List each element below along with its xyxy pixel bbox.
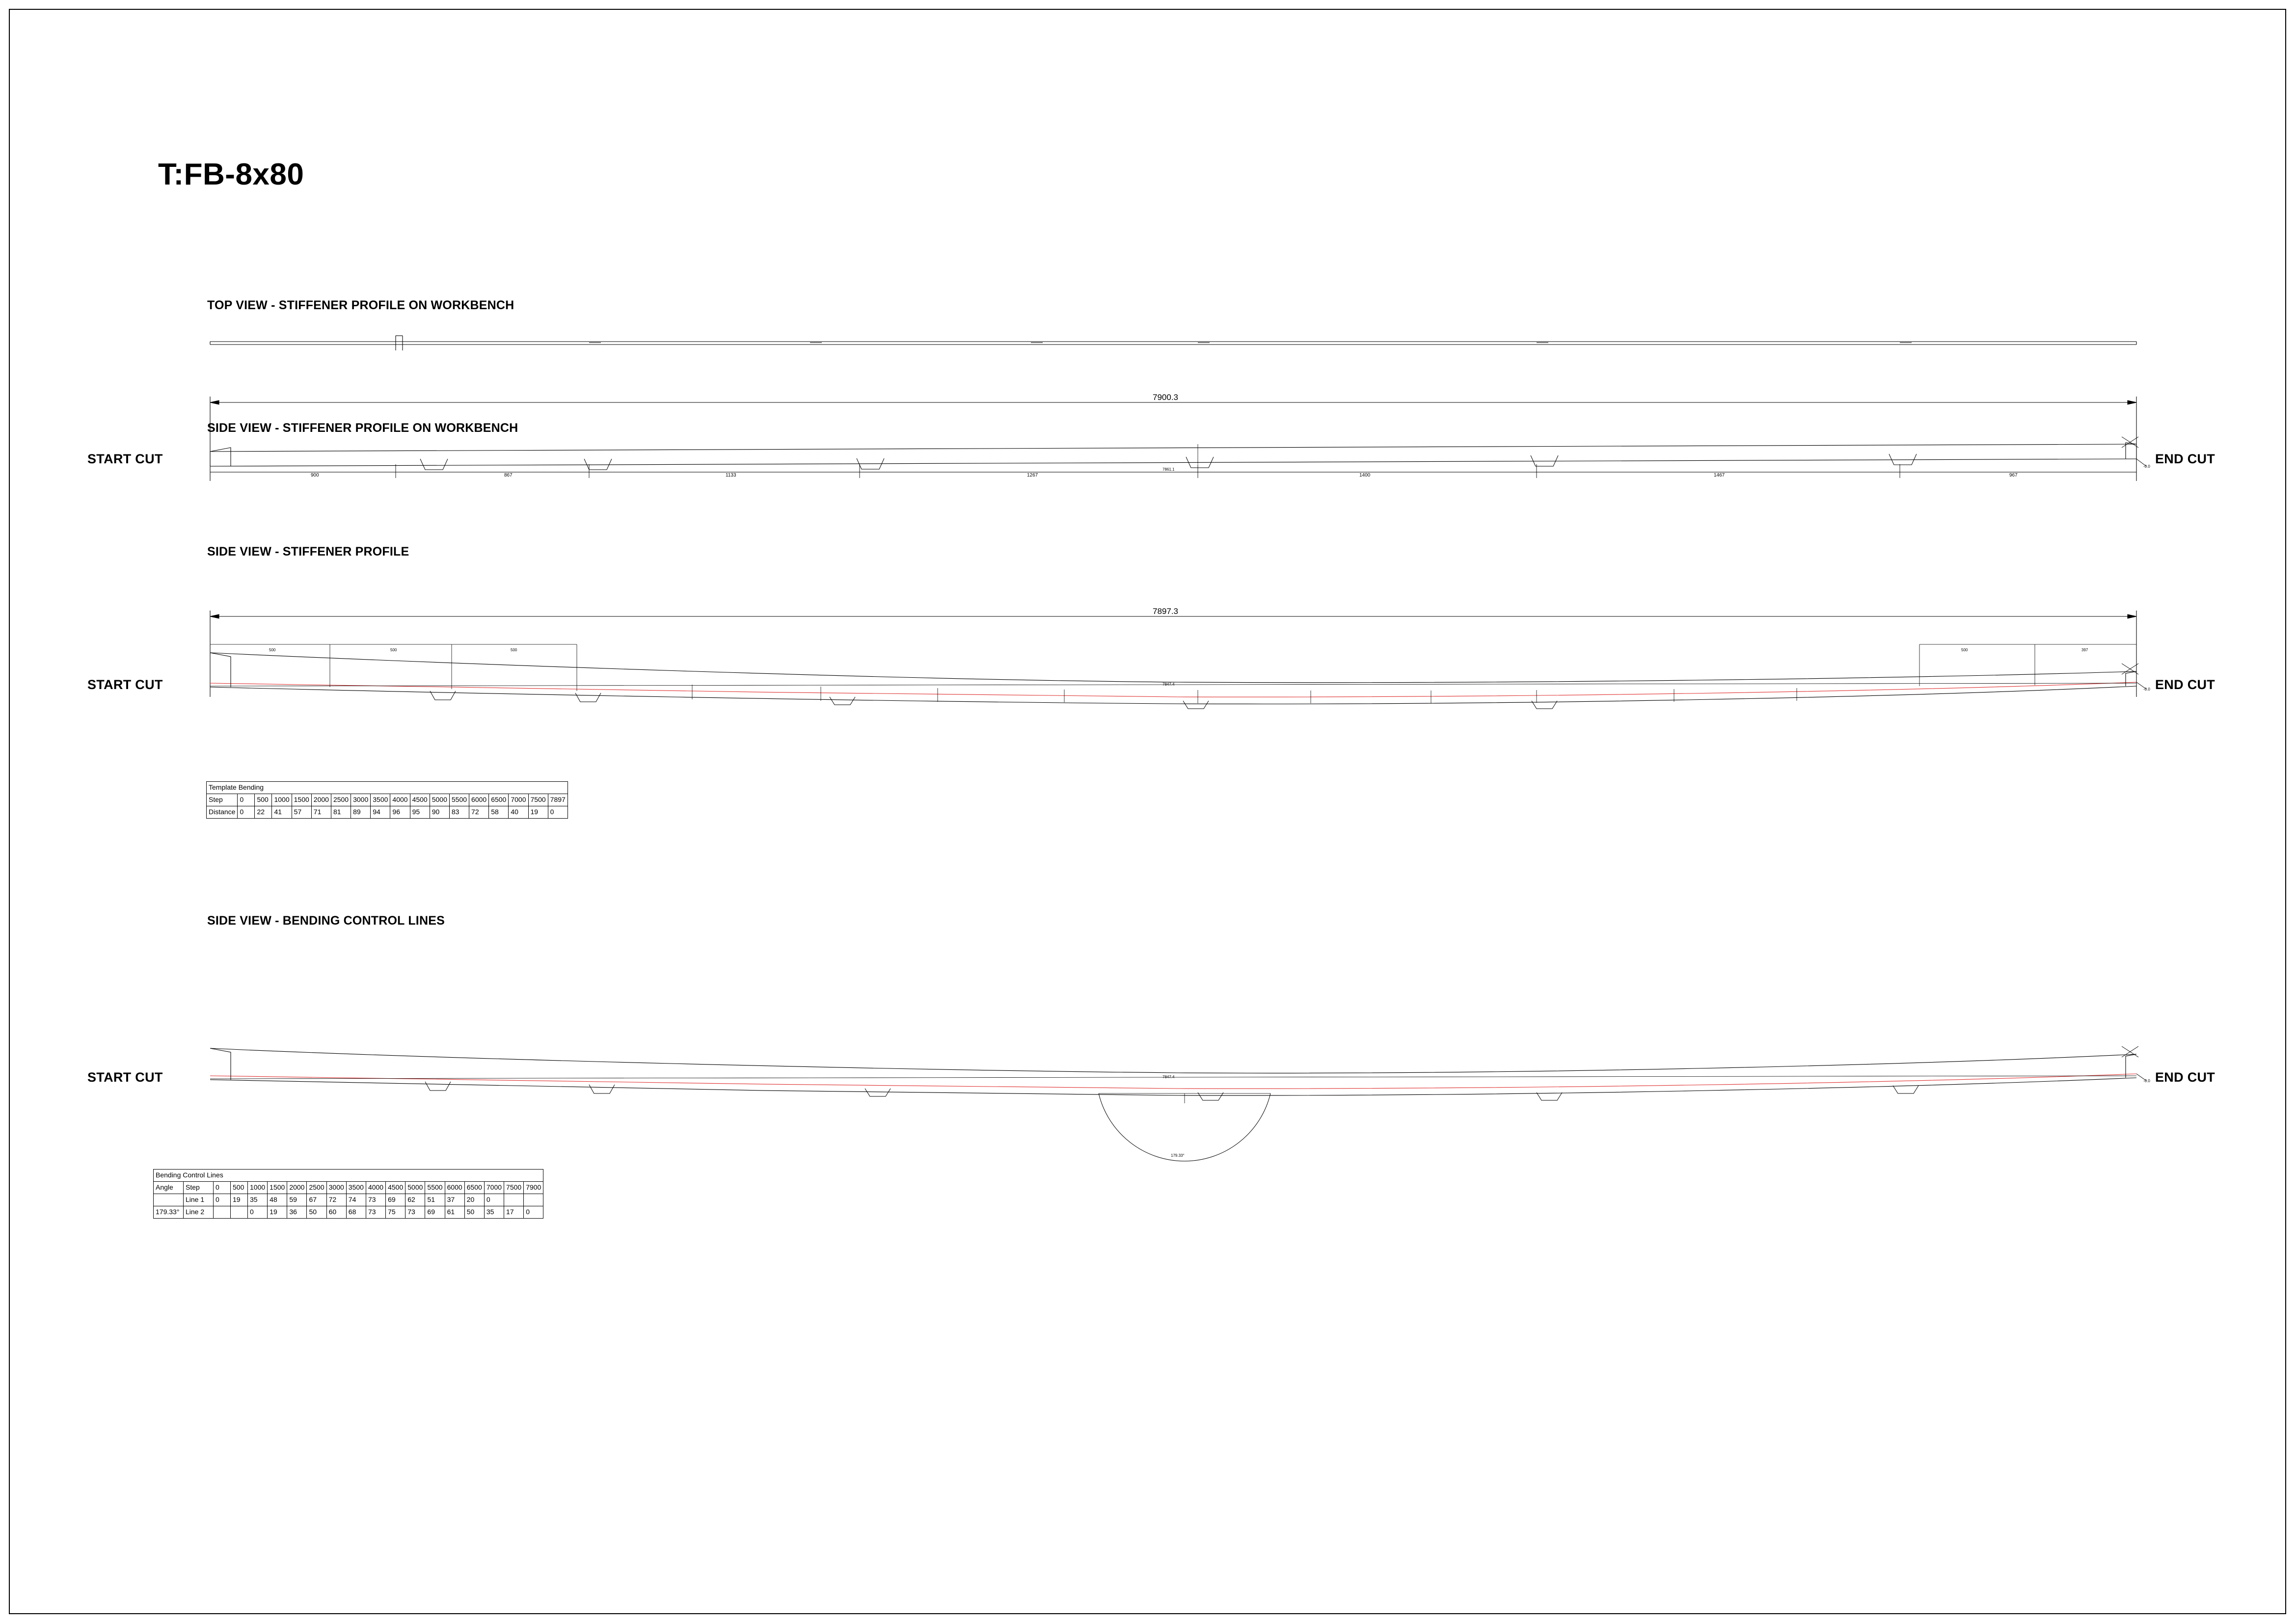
cell: 19 bbox=[528, 806, 548, 819]
cell: 71 bbox=[311, 806, 331, 819]
bench-seg-5: 1400 bbox=[1359, 473, 1371, 478]
top-view-geometry bbox=[210, 336, 2136, 350]
cell: 0 bbox=[248, 1206, 268, 1219]
table-row bbox=[207, 806, 568, 819]
cell: 17 bbox=[504, 1206, 524, 1219]
table-row bbox=[207, 782, 568, 794]
cell: 51 bbox=[425, 1194, 445, 1206]
cell: 3000 bbox=[351, 794, 371, 806]
cell: 22 bbox=[255, 806, 272, 819]
bench-seg-4: 1267 bbox=[1027, 473, 1038, 478]
profile-end-dim-1: 500 bbox=[1961, 648, 1968, 652]
cell: 48 bbox=[268, 1194, 287, 1206]
cell: 41 bbox=[272, 806, 292, 819]
cell: 0 bbox=[238, 794, 255, 806]
cell: 6500 bbox=[489, 794, 509, 806]
cell: 500 bbox=[255, 794, 272, 806]
cell: 4000 bbox=[390, 794, 410, 806]
cell: 75 bbox=[386, 1206, 405, 1219]
bench-seg-7: 967 bbox=[2009, 473, 2018, 478]
overall-dim-bench: 7900.3 bbox=[1153, 393, 1178, 402]
cell: 1000 bbox=[248, 1182, 268, 1194]
cell: 1500 bbox=[268, 1182, 287, 1194]
profile-top-dim-3: 500 bbox=[511, 648, 517, 652]
cell: 95 bbox=[410, 806, 430, 819]
bending-lines-geometry bbox=[210, 1046, 2146, 1161]
cell: 0 bbox=[214, 1194, 231, 1206]
cell bbox=[214, 1206, 231, 1219]
cell: 37 bbox=[445, 1194, 464, 1206]
cell: 7000 bbox=[509, 794, 528, 806]
side-bench-geometry bbox=[210, 397, 2146, 481]
cell: 0 bbox=[238, 806, 255, 819]
overall-dim-profile: 7897.3 bbox=[1153, 607, 1178, 616]
start-cut-label-bench: START CUT bbox=[87, 452, 163, 466]
cell: 72 bbox=[326, 1194, 346, 1206]
bending-table-caption: Bending Control Lines bbox=[154, 1170, 543, 1182]
table-row bbox=[154, 1194, 543, 1206]
cell: 36 bbox=[287, 1206, 307, 1219]
cell: 7000 bbox=[484, 1182, 504, 1194]
cell bbox=[524, 1194, 543, 1206]
cell: 73 bbox=[366, 1194, 385, 1206]
cell bbox=[231, 1206, 248, 1219]
cell: 3500 bbox=[371, 794, 390, 806]
cell: 4500 bbox=[386, 1182, 405, 1194]
cell: 81 bbox=[331, 806, 351, 819]
end-cut-label-bench: END CUT bbox=[2155, 452, 2215, 466]
cell: 74 bbox=[346, 1194, 366, 1206]
cell: 0 bbox=[548, 806, 567, 819]
profile-top-dim-2: 500 bbox=[390, 648, 397, 652]
cell: 3000 bbox=[326, 1182, 346, 1194]
cell: 5000 bbox=[430, 794, 449, 806]
bending-angle-header: Angle bbox=[154, 1182, 184, 1194]
cell: 60 bbox=[326, 1206, 346, 1219]
cell: 5000 bbox=[405, 1182, 425, 1194]
cell: 5500 bbox=[449, 794, 469, 806]
template-row-label-distance: Distance bbox=[207, 806, 238, 819]
cell: 73 bbox=[366, 1206, 385, 1219]
cell: 83 bbox=[449, 806, 469, 819]
table-row bbox=[154, 1170, 543, 1182]
cell: 59 bbox=[287, 1194, 307, 1206]
cell: 73 bbox=[405, 1206, 425, 1219]
cell: 1500 bbox=[292, 794, 311, 806]
view-label-bending: SIDE VIEW - BENDING CONTROL LINES bbox=[207, 914, 445, 928]
side-profile-geometry bbox=[210, 611, 2146, 709]
cell: 67 bbox=[307, 1194, 326, 1206]
cell: 50 bbox=[307, 1206, 326, 1219]
template-row-label-step: Step bbox=[207, 794, 238, 806]
edge-mark-bench: -0.0 bbox=[2143, 464, 2150, 469]
cell: 2000 bbox=[287, 1182, 307, 1194]
cell: 5500 bbox=[425, 1182, 445, 1194]
cell: 2500 bbox=[307, 1182, 326, 1194]
cell bbox=[504, 1194, 524, 1206]
cell: 7500 bbox=[528, 794, 548, 806]
angle-arc-label: 179.33° bbox=[1171, 1153, 1185, 1158]
cell: 40 bbox=[509, 806, 528, 819]
bench-seg-6: 1467 bbox=[1714, 473, 1725, 478]
cell: 50 bbox=[464, 1206, 484, 1219]
view-label-side-bench: SIDE VIEW - STIFFENER PROFILE ON WORKBENCH bbox=[207, 421, 518, 435]
view-label-top: TOP VIEW - STIFFENER PROFILE ON WORKBENCH bbox=[207, 298, 514, 312]
cell: 19 bbox=[268, 1206, 287, 1219]
start-cut-label-profile: START CUT bbox=[87, 677, 163, 692]
cell: 57 bbox=[292, 806, 311, 819]
edge-mark-bending: -0.0 bbox=[2143, 1079, 2150, 1083]
view-label-side-profile: SIDE VIEW - STIFFENER PROFILE bbox=[207, 545, 409, 559]
cell: 69 bbox=[386, 1194, 405, 1206]
cell: 35 bbox=[484, 1206, 504, 1219]
edge-mark-profile: -0.0 bbox=[2143, 687, 2150, 692]
profile-end-dim-2: 397 bbox=[2081, 648, 2088, 652]
cell: 90 bbox=[430, 806, 449, 819]
cell: 89 bbox=[351, 806, 371, 819]
profile-top-dim-1: 500 bbox=[269, 648, 276, 652]
bending-row-label-line1: Line 1 bbox=[184, 1194, 214, 1206]
page-title: T:FB-8x80 bbox=[158, 158, 304, 191]
cell: 62 bbox=[405, 1194, 425, 1206]
start-cut-label-bending: START CUT bbox=[87, 1070, 163, 1085]
cell: 69 bbox=[425, 1206, 445, 1219]
bending-mid-dim: 7847.4 bbox=[1162, 1075, 1175, 1079]
cell: 500 bbox=[231, 1182, 248, 1194]
bench-seg-3: 1133 bbox=[726, 473, 736, 478]
cell: 1000 bbox=[272, 794, 292, 806]
cell: 94 bbox=[371, 806, 390, 819]
cell: 4500 bbox=[410, 794, 430, 806]
bending-row-label-line2: Line 2 bbox=[184, 1206, 214, 1219]
cell: 19 bbox=[231, 1194, 248, 1206]
cell: 7500 bbox=[504, 1182, 524, 1194]
profile-mid-dim: 7847.4 bbox=[1162, 682, 1175, 687]
bench-mid-dim: 7861.1 bbox=[1162, 467, 1175, 472]
bending-angle-value: 179.33° bbox=[154, 1206, 184, 1219]
cell: 7897 bbox=[548, 794, 567, 806]
table-row bbox=[154, 1182, 543, 1194]
cell: 2000 bbox=[311, 794, 331, 806]
bending-row-label-step: Step bbox=[184, 1182, 214, 1194]
cell: 96 bbox=[390, 806, 410, 819]
bending-angle-blank bbox=[154, 1194, 184, 1206]
cell: 6000 bbox=[469, 794, 489, 806]
cell: 2500 bbox=[331, 794, 351, 806]
cell: 68 bbox=[346, 1206, 366, 1219]
end-cut-label-bending: END CUT bbox=[2155, 1070, 2215, 1085]
table-row bbox=[154, 1206, 543, 1219]
end-cut-label-profile: END CUT bbox=[2155, 677, 2215, 692]
cell: 4000 bbox=[366, 1182, 385, 1194]
cell: 20 bbox=[464, 1194, 484, 1206]
cell: 6000 bbox=[445, 1182, 464, 1194]
table-row bbox=[207, 794, 568, 806]
bench-seg-1: 900 bbox=[311, 473, 319, 478]
cell: 58 bbox=[489, 806, 509, 819]
cell: 0 bbox=[214, 1182, 231, 1194]
cell: 0 bbox=[524, 1206, 543, 1219]
cell: 35 bbox=[248, 1194, 268, 1206]
cell: 0 bbox=[484, 1194, 504, 1206]
cell: 72 bbox=[469, 806, 489, 819]
bench-seg-2: 867 bbox=[504, 473, 513, 478]
cell: 61 bbox=[445, 1206, 464, 1219]
cell: 6500 bbox=[464, 1182, 484, 1194]
template-bending-table bbox=[206, 781, 568, 819]
cell: 7900 bbox=[524, 1182, 543, 1194]
cell: 3500 bbox=[346, 1182, 366, 1194]
bending-control-lines-table bbox=[153, 1169, 543, 1219]
template-table-caption: Template Bending bbox=[207, 782, 568, 794]
